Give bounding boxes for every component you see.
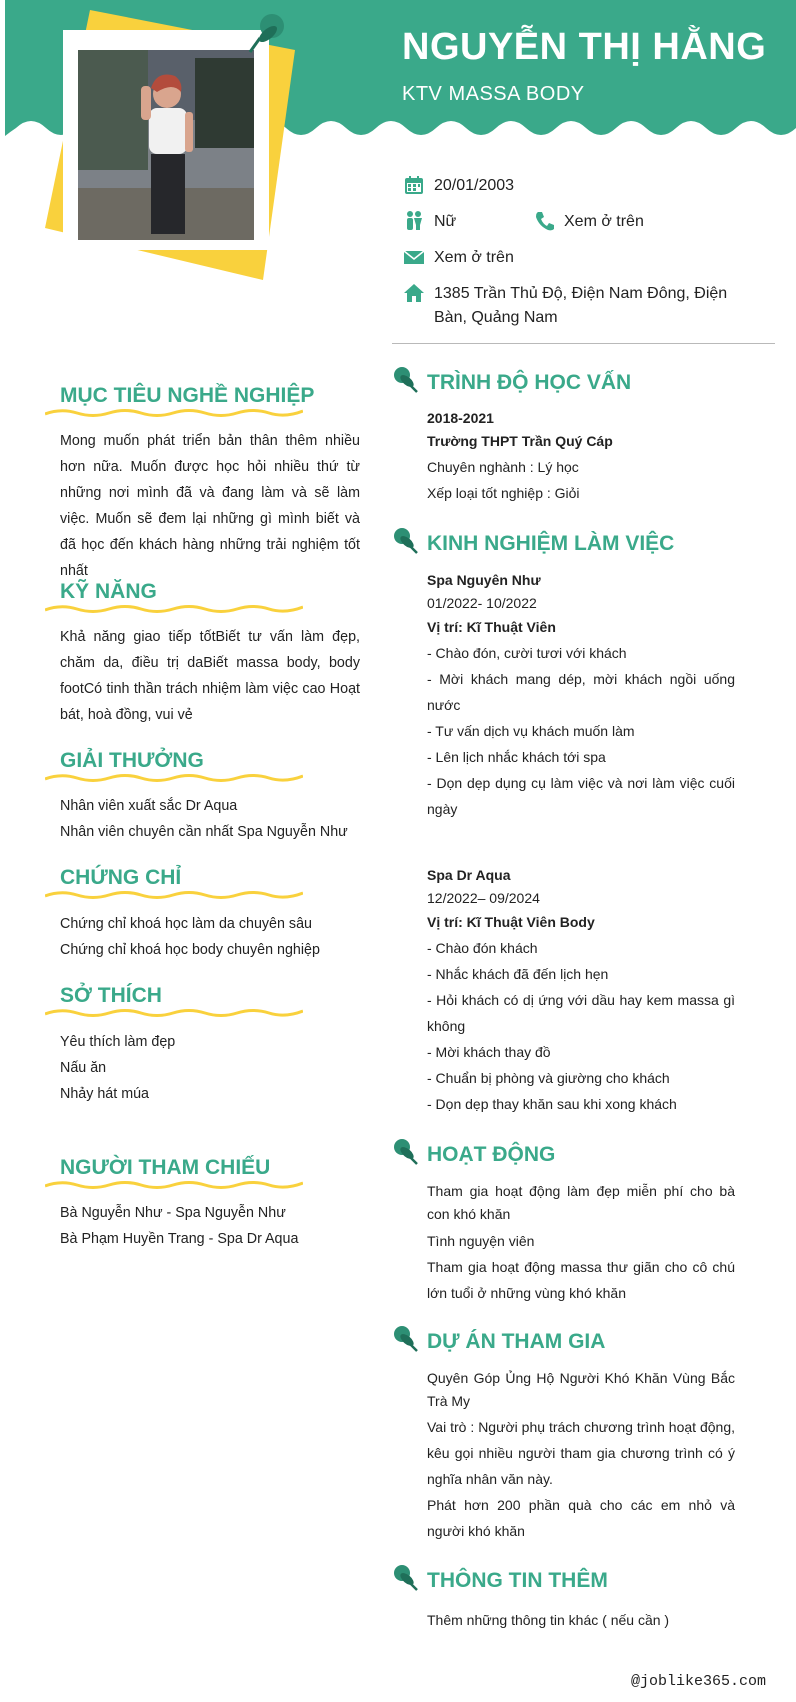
experience-title: KINH NGHIỆM LÀM VIỆC (427, 532, 675, 555)
phone-icon (534, 210, 556, 232)
job-period: 12/2022– 09/2024 (427, 890, 540, 906)
list-item: Bà Nguyễn Như - Spa Nguyễn Như (60, 1205, 286, 1221)
phone: Xem ở trên (564, 213, 644, 230)
pin-icon (392, 1137, 418, 1165)
watermark: @joblike365.com (630, 1673, 766, 1690)
list-item: Bà Phạm Huyền Trang - Spa Dr Aqua (60, 1231, 299, 1247)
list-item: Nhân viên xuất sắc Dr Aqua (60, 798, 238, 814)
awards-title: GIẢI THƯỞNG (60, 749, 204, 772)
pin-icon (246, 12, 284, 56)
activities-title: HOẠT ĐỘNG (427, 1143, 556, 1166)
objective-text: Mong muốn phát triển bản thân thêm nhiều hơn nữa. Muốn được học hỏi nhiều thứ từ những nơi mình đã và đang làm và sẽ làm việc. Muốn sẽ đem lại những gì mình biết và đã học đến khách hàng những trải nghiệm tốt nhất (60, 433, 360, 579)
skills-title: KỸ NĂNG (60, 580, 157, 603)
job-duty: - Chào đón khách (427, 940, 538, 956)
birthday: 20/01/2003 (434, 177, 515, 194)
section-underline (45, 1178, 303, 1192)
job-duty: - Tư vấn dịch vụ khách muốn làm (427, 723, 635, 739)
list-item: Chứng chỉ khoá học làm da chuyên sâu (60, 916, 312, 932)
job-position: Vị trí: Kĩ Thuật Viên (427, 619, 556, 635)
job-duty: - Hỏi khách có dị ứng với dầu hay kem massa gì không (427, 992, 735, 1034)
job-position: Vị trí: Kĩ Thuật Viên Body (427, 914, 595, 930)
list-item: Chứng chỉ khoá học body chuyên nghiệp (60, 942, 320, 958)
job-title: KTV MASSA BODY (402, 83, 585, 105)
job-duty: - Dọn dẹp dụng cụ làm việc và nơi làm việc cuối ngày (427, 775, 735, 817)
email-icon (403, 246, 425, 268)
section-underline (45, 406, 303, 420)
job-duty: - Chào đón, cười tươi với khách (427, 645, 627, 661)
email: Xem ở trên (434, 249, 514, 266)
skills-text: Khả năng giao tiếp tốtBiết tư vấn làm đẹp, chăm da, điều trị daBiết massa body, body footCó tinh thần trách nhiệm làm việc cao Hoạt bát, hoà đồng, vui vẻ (60, 629, 360, 723)
section-underline (45, 602, 303, 616)
section-underline (45, 771, 303, 785)
education-title: TRÌNH ĐỘ HỌC VẤN (427, 371, 632, 394)
job-duty: - Mời khách thay đồ (427, 1044, 551, 1060)
certificates-title: CHỨNG CHỈ (60, 866, 182, 889)
activity-item: Tham gia hoạt động massa thư giãn cho cô chú lớn tuổi ở những vùng khó khăn (427, 1259, 735, 1301)
pin-icon (392, 1563, 418, 1591)
job-duty: - Mời khách mang dép, mời khách ngồi uống nước (427, 671, 735, 713)
pin-icon (392, 365, 418, 393)
job-period: 01/2022- 10/2022 (427, 595, 537, 611)
pin-icon (392, 526, 418, 554)
gender: Nữ (434, 213, 457, 230)
job-duty: - Chuẩn bị phòng và giường cho khách (427, 1070, 670, 1086)
list-item: Yêu thích làm đẹp (60, 1034, 176, 1050)
job-duty: - Dọn dẹp thay khăn sau khi xong khách (427, 1096, 677, 1112)
objective-title: MỤC TIÊU NGHỀ NGHIỆP (60, 384, 315, 407)
hobbies-title: SỞ THÍCH (60, 984, 162, 1007)
job-company: Spa Nguyên Như (427, 572, 541, 588)
home-icon (403, 282, 425, 304)
list-item: Nhân viên chuyên cần nhất Spa Nguyễn Như (60, 824, 348, 840)
extra-text: Thêm những thông tin khác ( nếu cần ) (427, 1612, 670, 1628)
projects-title: DỰ ÁN THAM GIA (427, 1330, 606, 1353)
list-item: Nấu ăn (60, 1060, 107, 1076)
extra-title: THÔNG TIN THÊM (427, 1569, 608, 1592)
activity-item: Tình nguyện viên (427, 1233, 535, 1249)
project-item: Phát hơn 200 phần quà cho các em nhỏ và người khó khăn (427, 1497, 735, 1539)
gender-icon (403, 210, 425, 232)
job-company: Spa Dr Aqua (427, 867, 511, 883)
calendar-icon (403, 174, 425, 196)
project-item: Quyên Góp Ủng Hộ Người Khó Khăn Vùng Bắc Trà My (427, 1370, 735, 1409)
project-item: Vai trò : Người phụ trách chương trình hoạt động, kêu gọi nhiều người tham gia chương trình có ý nghĩa nhân văn này. (427, 1419, 735, 1487)
section-underline (45, 888, 303, 902)
address: 1385 Trần Thủ Độ, Điện Nam Đông, Điện Bàn, Quảng Nam (434, 285, 728, 326)
education-years: 2018-2021 (427, 410, 494, 426)
education-grade: Xếp loại tốt nghiệp : Giỏi (427, 485, 580, 501)
candidate-name: NGUYỄN THỊ HẰNG (402, 26, 767, 68)
pin-icon (392, 1324, 418, 1352)
list-item: Nhảy hát múa (60, 1086, 150, 1102)
job-duty: - Lên lịch nhắc khách tới spa (427, 749, 606, 765)
job-duty: - Nhắc khách đã đến lịch hẹn (427, 966, 609, 982)
activity-item: Tham gia hoạt động làm đẹp miễn phí cho bà con khó khăn (427, 1183, 735, 1222)
education-major: Chuyên nghành : Lý học (427, 459, 579, 475)
contact-divider (392, 343, 775, 344)
section-underline (45, 1006, 303, 1020)
references-title: NGƯỜI THAM CHIẾU (60, 1156, 271, 1179)
education-school: Trường THPT Trần Quý Cáp (427, 433, 613, 449)
